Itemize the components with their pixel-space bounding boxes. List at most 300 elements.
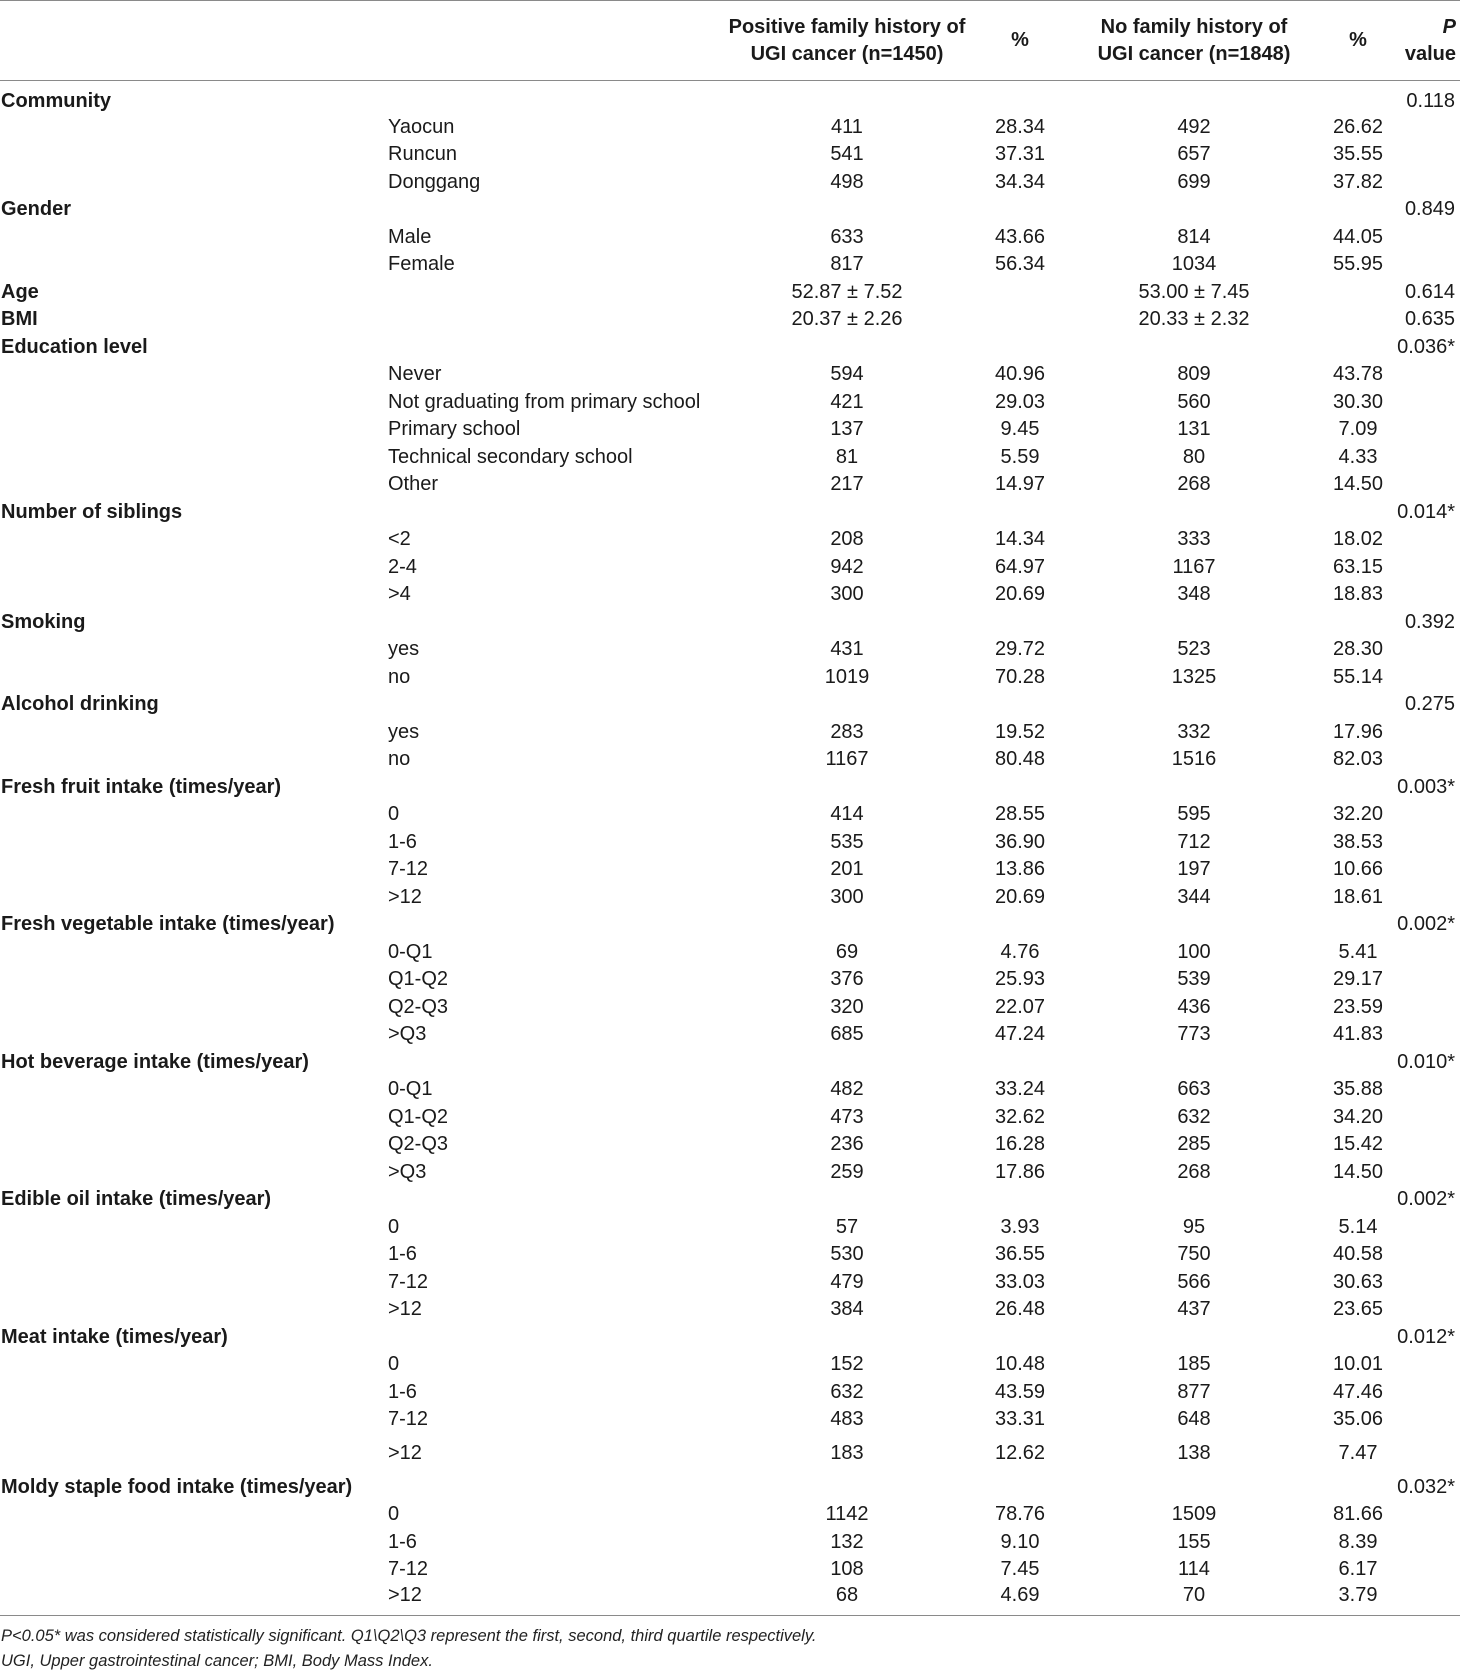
p-value-cell: [1388, 388, 1460, 416]
table-row: [0, 141, 1460, 169]
header-no-family-history: [1060, 1, 1328, 81]
negative-count-cell: 492: [1177, 115, 1211, 138]
category-cell: [388, 1473, 714, 1501]
positive-percent-cell: 33.24: [994, 1078, 1046, 1101]
negative-count-cell: 1325: [1171, 665, 1217, 688]
p-value-cell: [1388, 443, 1460, 471]
p-value-cell: [1388, 828, 1460, 856]
p-value-cell: [1388, 1076, 1460, 1104]
p-value-cell: [1388, 1556, 1460, 1584]
negative-count-cell: 1516: [1171, 748, 1217, 771]
positive-count-cell: 68: [835, 1584, 859, 1606]
positive-count-cell: 300: [830, 583, 864, 606]
positive-count-cell: 108: [830, 1558, 864, 1581]
positive-count-cell: [714, 1048, 980, 1076]
negative-percent-cell: 40.58: [1332, 1243, 1384, 1266]
positive-percent-cell: [980, 333, 1060, 361]
positive-percent-cell: 20.69: [994, 583, 1046, 606]
positive-count-cell: 498: [830, 170, 864, 193]
table-row: [0, 1378, 1460, 1406]
negative-count-cell: 155: [1177, 1530, 1211, 1553]
positive-percent-cell: 4.69: [1000, 1584, 1040, 1606]
negative-percent-cell: 17.96: [1332, 720, 1384, 743]
negative-count-cell: 437: [1177, 1298, 1211, 1321]
table-row: [0, 801, 1460, 829]
negative-count-cell: [1060, 608, 1328, 636]
category-cell: [388, 911, 714, 939]
positive-percent-cell: [980, 773, 1060, 801]
positive-percent-cell: [980, 911, 1060, 939]
negative-count-cell: 285: [1177, 1133, 1211, 1156]
p-value-cell: [1388, 718, 1460, 746]
negative-count-cell: [1060, 333, 1328, 361]
positive-percent-cell: 64.97: [994, 555, 1046, 578]
positive-count-cell: [714, 608, 980, 636]
variable-cell: [0, 1241, 388, 1269]
positive-percent-cell: 19.52: [994, 720, 1046, 743]
category-cell: 7-12: [388, 1408, 429, 1431]
positive-count-cell: 942: [830, 555, 864, 578]
header-positive-line2: UGI cancer (n=1450): [750, 42, 944, 65]
positive-percent-cell: [980, 306, 1060, 334]
negative-count-cell: 809: [1177, 363, 1211, 386]
negative-percent-cell: 3.79: [1338, 1584, 1378, 1606]
positive-count-cell: 535: [830, 830, 864, 853]
positive-count-cell: 259: [830, 1160, 864, 1183]
negative-percent-cell: 38.53: [1332, 830, 1384, 853]
category-cell: [388, 691, 714, 719]
p-value-cell: 0.010*: [1397, 1050, 1455, 1073]
negative-count-cell: 70: [1182, 1584, 1206, 1606]
negative-count-cell: 523: [1177, 638, 1211, 661]
p-value-cell: [1388, 113, 1460, 141]
p-value-cell: [1388, 526, 1460, 554]
negative-count-cell: 131: [1177, 418, 1211, 441]
positive-count-cell: 479: [830, 1270, 864, 1293]
positive-count-cell: 208: [830, 528, 864, 551]
table-row: [0, 746, 1460, 774]
negative-count-cell: 750: [1177, 1243, 1211, 1266]
variable-cell: Meat intake (times/year): [1, 1325, 228, 1348]
table-header: [0, 1, 1460, 81]
positive-count-cell: 52.87 ± 7.52: [791, 280, 903, 303]
header-variable: [0, 1, 388, 81]
variable-cell: [0, 856, 388, 884]
table-row: [0, 1351, 1460, 1379]
variable-cell: Community: [1, 90, 111, 112]
negative-percent-cell: [1328, 1186, 1388, 1214]
negative-count-cell: [1060, 1473, 1328, 1501]
category-cell: Primary school: [388, 418, 521, 441]
variable-cell: [0, 416, 388, 444]
p-value-cell: [1388, 1021, 1460, 1049]
category-cell: Female: [388, 253, 455, 276]
negative-count-cell: [1060, 1186, 1328, 1214]
negative-percent-cell: [1328, 773, 1388, 801]
p-value-cell: [1388, 223, 1460, 251]
category-cell: Never: [388, 363, 442, 386]
p-value-cell: [1388, 938, 1460, 966]
category-cell: 7-12: [388, 858, 429, 881]
negative-percent-cell: 44.05: [1332, 225, 1384, 248]
p-value-cell: [1388, 636, 1460, 664]
p-value-cell: [1388, 856, 1460, 884]
table-row: [0, 526, 1460, 554]
category-cell: >4: [388, 583, 411, 606]
table-row: [0, 1241, 1460, 1269]
category-cell: 7-12: [388, 1270, 429, 1293]
table-row: [0, 581, 1460, 609]
negative-percent-cell: [1328, 498, 1388, 526]
negative-percent-cell: 5.41: [1338, 940, 1378, 963]
table-row: [0, 636, 1460, 664]
p-value-cell: 0.002*: [1397, 913, 1455, 936]
p-value-cell: [1388, 141, 1460, 169]
positive-count-cell: [714, 1473, 980, 1501]
table-row-group: [0, 773, 1460, 801]
negative-percent-cell: 26.62: [1332, 115, 1384, 138]
positive-percent-cell: [980, 1473, 1060, 1501]
variable-cell: [0, 883, 388, 911]
positive-percent-cell: 47.24: [994, 1023, 1046, 1046]
positive-percent-cell: 80.48: [994, 748, 1046, 771]
variable-cell: [0, 443, 388, 471]
table-row: [0, 168, 1460, 196]
negative-count-cell: 100: [1177, 940, 1211, 963]
category-cell: >12: [388, 1298, 422, 1321]
negative-percent-cell: 14.50: [1332, 473, 1384, 496]
positive-count-cell: 817: [830, 253, 864, 276]
variable-cell: [0, 553, 388, 581]
positive-count-cell: 1019: [824, 665, 870, 688]
p-value-cell: [1388, 801, 1460, 829]
variable-cell: Moldy staple food intake (times/year): [1, 1475, 353, 1498]
negative-percent-cell: 82.03: [1332, 748, 1384, 771]
table-row: [0, 1076, 1460, 1104]
variable-cell: [0, 801, 388, 829]
p-value-cell: [1388, 663, 1460, 691]
positive-count-cell: 541: [830, 143, 864, 166]
negative-percent-cell: [1328, 1473, 1388, 1501]
header-percent-positive: %: [1011, 29, 1029, 51]
negative-percent-cell: 23.65: [1332, 1298, 1384, 1321]
variable-cell: [0, 828, 388, 856]
positive-percent-cell: [980, 1323, 1060, 1351]
category-cell: [388, 608, 714, 636]
positive-percent-cell: 5.59: [1000, 445, 1040, 468]
table-row: [0, 1406, 1460, 1434]
positive-percent-cell: [980, 498, 1060, 526]
table-row: [0, 1158, 1460, 1186]
negative-count-cell: 560: [1177, 390, 1211, 413]
table-row-group: [0, 1473, 1460, 1501]
table-row: [0, 1131, 1460, 1159]
positive-percent-cell: 3.93: [1000, 1215, 1040, 1238]
table-row: [0, 1528, 1460, 1556]
p-value-cell: [1388, 1131, 1460, 1159]
positive-percent-cell: 29.72: [994, 638, 1046, 661]
category-cell: Q1-Q2: [388, 968, 449, 991]
p-value-cell: 0.002*: [1397, 1188, 1455, 1211]
header-p-italic: P: [1442, 15, 1456, 38]
negative-percent-cell: 63.15: [1332, 555, 1384, 578]
variable-cell: [0, 938, 388, 966]
positive-percent-cell: [980, 1048, 1060, 1076]
positive-count-cell: 384: [830, 1298, 864, 1321]
category-cell: no: [388, 748, 411, 771]
table-row-group: [0, 608, 1460, 636]
negative-percent-cell: 15.42: [1332, 1133, 1384, 1156]
positive-count-cell: 482: [830, 1078, 864, 1101]
table-row-group: [0, 498, 1460, 526]
negative-percent-cell: 4.33: [1338, 445, 1378, 468]
p-value-cell: [1388, 1351, 1460, 1379]
negative-count-cell: 773: [1177, 1023, 1211, 1046]
negative-count-cell: [1060, 196, 1328, 224]
table-row: [0, 1268, 1460, 1296]
variable-cell: [0, 1213, 388, 1241]
category-cell: 0: [388, 803, 400, 826]
positive-percent-cell: 7.45: [1000, 1558, 1040, 1581]
p-value-cell: 0.118: [1406, 90, 1455, 112]
category-cell: [388, 333, 714, 361]
variable-cell: [0, 1268, 388, 1296]
category-cell: Q1-Q2: [388, 1105, 449, 1128]
negative-count-cell: 138: [1177, 1442, 1211, 1464]
header-negative-line2: UGI cancer (n=1848): [1097, 42, 1291, 65]
table-row: [0, 718, 1460, 746]
variable-cell: [0, 1158, 388, 1186]
table-row-group: [0, 81, 1460, 114]
variable-cell: [0, 223, 388, 251]
negative-count-cell: [1060, 691, 1328, 719]
p-value-cell: [1388, 361, 1460, 389]
table-row: [0, 966, 1460, 994]
negative-percent-cell: 55.95: [1332, 253, 1384, 276]
header-positive-family-history: [714, 1, 980, 81]
category-cell: [388, 1186, 714, 1214]
category-cell: Donggang: [388, 170, 481, 193]
footnote-abbreviations: UGI, Upper gastrointestinal cancer; BMI, Body Mass Index.: [1, 1652, 433, 1670]
negative-percent-cell: [1328, 911, 1388, 939]
positive-percent-cell: 4.76: [1000, 940, 1040, 963]
variable-cell: [0, 1406, 388, 1434]
negative-percent-cell: 34.20: [1332, 1105, 1384, 1128]
table-row: [0, 416, 1460, 444]
negative-count-cell: 712: [1177, 830, 1211, 853]
positive-percent-cell: 36.90: [994, 830, 1046, 853]
positive-percent-cell: 13.86: [994, 858, 1046, 881]
positive-count-cell: 283: [830, 720, 864, 743]
positive-percent-cell: 29.03: [994, 390, 1046, 413]
header-p-rest: value: [1404, 42, 1456, 65]
positive-count-cell: 685: [830, 1023, 864, 1046]
table-row: [0, 1433, 1460, 1473]
positive-count-cell: 300: [830, 885, 864, 908]
category-cell: yes: [388, 638, 420, 661]
negative-percent-cell: 18.83: [1332, 583, 1384, 606]
table-row: [0, 251, 1460, 279]
category-cell: [388, 196, 714, 224]
variable-cell: [0, 388, 388, 416]
variable-cell: [0, 1583, 388, 1616]
negative-percent-cell: [1328, 306, 1388, 334]
table-row: [0, 856, 1460, 884]
footnote-significance: P<0.05* was considered statistically significant. Q1\Q2\Q3 represent the first, second, third quartile respectively.: [1, 1627, 817, 1645]
category-cell: 0-Q1: [388, 940, 433, 963]
header-p-value: [1388, 1, 1460, 81]
p-value-cell: 0.014*: [1397, 500, 1455, 523]
negative-percent-cell: 10.66: [1332, 858, 1384, 881]
variable-cell: [0, 636, 388, 664]
positive-count-cell: 411: [831, 115, 863, 138]
category-cell: 1-6: [388, 1530, 417, 1553]
p-value-cell: [1388, 1241, 1460, 1269]
negative-percent-cell: 43.78: [1332, 363, 1384, 386]
table-row: [0, 1583, 1460, 1616]
variable-cell: [0, 361, 388, 389]
category-cell: [388, 81, 714, 114]
negative-count-cell: [1060, 1323, 1328, 1351]
p-value-cell: 0.275: [1404, 693, 1455, 716]
negative-percent-cell: [1328, 278, 1388, 306]
negative-percent-cell: 18.02: [1332, 528, 1384, 551]
negative-percent-cell: 55.14: [1332, 665, 1384, 688]
positive-percent-cell: 22.07: [994, 995, 1046, 1018]
p-value-cell: 0.614: [1404, 280, 1455, 303]
variable-cell: [0, 1076, 388, 1104]
variable-cell: [0, 1433, 388, 1473]
p-value-cell: 0.392: [1404, 610, 1455, 633]
negative-count-cell: 1509: [1171, 1503, 1217, 1526]
variable-cell: [0, 251, 388, 279]
variable-cell: Edible oil intake (times/year): [1, 1188, 272, 1211]
negative-count-cell: 877: [1177, 1380, 1211, 1403]
variable-cell: Alcohol drinking: [1, 693, 159, 716]
positive-count-cell: 633: [830, 225, 864, 248]
variable-cell: [0, 1501, 388, 1529]
negative-count-cell: 436: [1177, 995, 1211, 1018]
header-percent-negative: %: [1349, 29, 1367, 51]
table-row: [0, 361, 1460, 389]
p-value-cell: [1388, 553, 1460, 581]
p-value-cell: [1388, 1583, 1460, 1616]
category-cell: >Q3: [388, 1023, 427, 1046]
positive-percent-cell: 16.28: [994, 1133, 1046, 1156]
variable-cell: [0, 526, 388, 554]
positive-percent-cell: 20.69: [994, 885, 1046, 908]
p-value-cell: [1388, 1501, 1460, 1529]
positive-percent-cell: 9.45: [1000, 418, 1040, 441]
p-value-cell: 0.032*: [1397, 1475, 1455, 1498]
table-row: [0, 1556, 1460, 1584]
negative-percent-cell: 6.17: [1338, 1558, 1378, 1581]
positive-percent-cell: [980, 1186, 1060, 1214]
negative-count-cell: 333: [1177, 528, 1211, 551]
table-body: [0, 81, 1460, 1616]
category-cell: >12: [388, 1584, 422, 1606]
negative-percent-cell: [1328, 81, 1388, 114]
negative-count-cell: 632: [1177, 1105, 1211, 1128]
negative-count-cell: 80: [1182, 445, 1206, 468]
category-cell: Male: [388, 225, 432, 248]
negative-percent-cell: 81.66: [1332, 1503, 1384, 1526]
table-row-stat: [0, 278, 1460, 306]
variable-cell: [0, 1378, 388, 1406]
positive-percent-cell: [980, 278, 1060, 306]
variable-cell: [0, 993, 388, 1021]
header-negative-line1: No family history of: [1100, 15, 1288, 38]
positive-count-cell: 1167: [825, 748, 869, 771]
positive-percent-cell: 25.93: [994, 968, 1046, 991]
category-cell: 1-6: [388, 1380, 417, 1403]
negative-percent-cell: [1328, 691, 1388, 719]
positive-count-cell: 530: [830, 1243, 864, 1266]
category-cell: 1-6: [388, 1243, 417, 1266]
positive-count-cell: 376: [830, 968, 864, 991]
positive-percent-cell: [980, 608, 1060, 636]
negative-count-cell: 185: [1177, 1353, 1211, 1376]
category-cell: 0: [388, 1353, 400, 1376]
category-cell: no: [388, 665, 411, 688]
variable-cell: [0, 1556, 388, 1584]
variable-cell: [0, 581, 388, 609]
p-value-cell: [1388, 1103, 1460, 1131]
positive-count-cell: [714, 691, 980, 719]
positive-percent-cell: 43.59: [994, 1380, 1046, 1403]
category-cell: [388, 773, 714, 801]
negative-percent-cell: 8.39: [1338, 1530, 1378, 1553]
variable-cell: [0, 663, 388, 691]
p-value-cell: 0.849: [1404, 198, 1455, 221]
variable-cell: [0, 746, 388, 774]
negative-percent-cell: 7.47: [1338, 1442, 1378, 1464]
variable-cell: [0, 471, 388, 499]
positive-count-cell: 594: [830, 363, 864, 386]
negative-count-cell: 663: [1177, 1078, 1211, 1101]
negative-count-cell: 344: [1177, 885, 1211, 908]
table-row-group: [0, 1186, 1460, 1214]
category-cell: [388, 278, 714, 306]
variable-cell: Fresh fruit intake (times/year): [1, 775, 282, 798]
p-value-cell: [1388, 251, 1460, 279]
category-cell: Not graduating from primary school: [388, 390, 701, 413]
p-value-cell: [1388, 1296, 1460, 1324]
variable-cell: [0, 1021, 388, 1049]
positive-percent-cell: 37.31: [994, 143, 1046, 166]
p-value-cell: 0.036*: [1397, 335, 1455, 358]
positive-percent-cell: 26.48: [994, 1298, 1046, 1321]
variable-cell: [0, 168, 388, 196]
category-cell: yes: [388, 720, 420, 743]
category-cell: 0: [388, 1215, 400, 1238]
negative-count-cell: [1060, 911, 1328, 939]
p-value-cell: 0.012*: [1397, 1325, 1455, 1348]
table-row: [0, 1103, 1460, 1131]
table-row: [0, 828, 1460, 856]
negative-percent-cell: [1328, 608, 1388, 636]
positive-count-cell: 132: [830, 1530, 864, 1553]
positive-count-cell: [714, 911, 980, 939]
positive-count-cell: 81: [835, 445, 859, 468]
variable-cell: BMI: [1, 308, 38, 331]
negative-count-cell: 566: [1177, 1270, 1211, 1293]
positive-count-cell: 236: [830, 1133, 864, 1156]
category-cell: [388, 1048, 714, 1076]
header-category: [388, 1, 714, 81]
p-value-cell: [1388, 471, 1460, 499]
negative-count-cell: [1060, 81, 1328, 114]
